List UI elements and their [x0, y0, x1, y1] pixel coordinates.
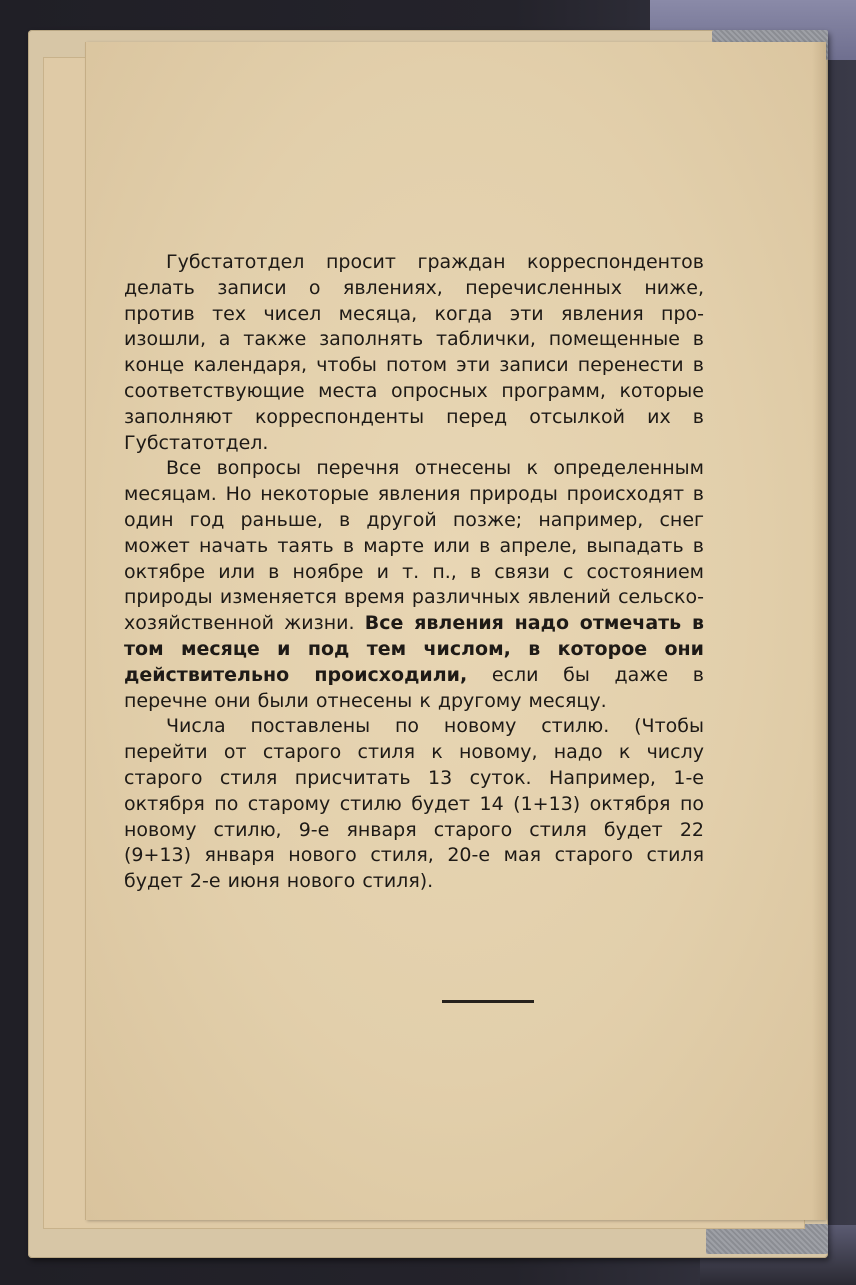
paragraph-questions [124, 456, 704, 714]
paragraph-style-note: Числа поставлены по новому стилю. (Чтобы перейти от старого стиля к новому, надо к числу старого стиля присчитать 13 суток. Например, 1-е октября по старому стилю будет 14 (1+13) октября по новому стилю, 9-е января старого стиля будет 22 (9+13) января нового стиля, 20-е мая старого стиля будет 2-е июня нового стиля). [124, 715, 704, 893]
text-block [124, 250, 704, 895]
paragraph-questions-end: если бы даже в перечне они были отнесены к другому месяцу. [124, 663, 704, 712]
paragraph-questions-emphasis: Все явления надо отмечать в том месяце и под тем числом, в которое они действительно происходили, [124, 612, 704, 686]
spine-cloth-bottom [706, 1224, 828, 1254]
paragraph-intro: Губстатотдел просит граждан корреспондентов делать записи о явлениях, перечисленных ниже, против тех чисел месяца, когда эти явления произошли, а также заполнять таблички, помещенные в конце календаря, чтобы потом эти записи перенести в соответствующие места опросных программ, которые заполняют корреспонденты перед отсылкой их в Губстатотдел. [124, 251, 704, 454]
divider-rule [442, 1000, 534, 1003]
paragraph-questions-text: Все вопросы перечня отнесены к определенным месяцам. Но некоторые явления природы происходят в один год раньше, в другой позже; например, снег может начать таять в марте или в апреле, выпадать в октябре или в ноябре и т. п., в связи с состоянием природы изменяется время различных явлений сельско-хозяйственной жизни. [124, 457, 704, 635]
page-edge-shadow [812, 42, 826, 1220]
